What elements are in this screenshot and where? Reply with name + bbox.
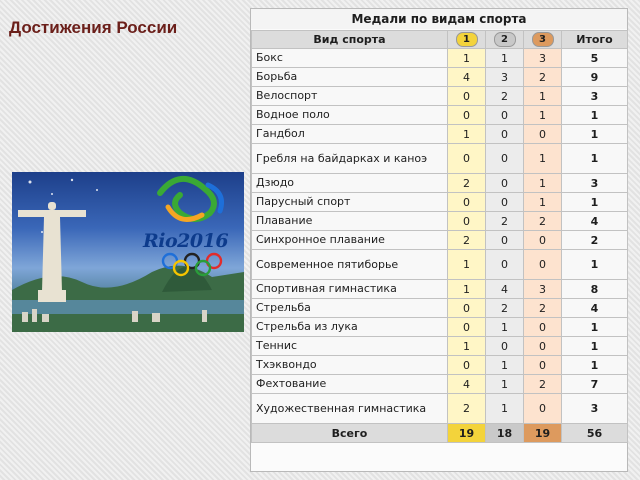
silver-cell: 0 xyxy=(486,231,524,250)
total-cell: 9 xyxy=(562,68,628,87)
total-cell: 1 xyxy=(562,356,628,375)
sport-cell: Парусный спорт xyxy=(252,193,448,212)
table-row xyxy=(252,174,628,193)
silver-cell: 4 xyxy=(486,280,524,299)
total-cell: 2 xyxy=(562,231,628,250)
bronze-cell: 1 xyxy=(524,144,562,174)
sport-cell: Теннис xyxy=(252,337,448,356)
sport-cell: Борьба xyxy=(252,68,448,87)
header-sport: Вид спорта xyxy=(252,31,448,49)
silver-cell: 0 xyxy=(486,144,524,174)
olympic-rings-icon xyxy=(160,252,224,278)
bronze-cell: 2 xyxy=(524,68,562,87)
total-cell: 4 xyxy=(562,212,628,231)
sport-cell: Стрельба из лука xyxy=(252,318,448,337)
header-total: Итого xyxy=(562,31,628,49)
bronze-cell: 0 xyxy=(524,250,562,280)
sport-cell: Гандбол xyxy=(252,125,448,144)
bronze-cell: 2 xyxy=(524,212,562,231)
gold-cell: 0 xyxy=(448,356,486,375)
header-bronze xyxy=(524,31,562,49)
bronze-cell: 0 xyxy=(524,125,562,144)
silver-cell: 1 xyxy=(486,49,524,68)
total-cell: 1 xyxy=(562,193,628,212)
silver-cell: 1 xyxy=(486,375,524,394)
total-cell: 7 xyxy=(562,375,628,394)
bronze-cell: 2 xyxy=(524,375,562,394)
table-row xyxy=(252,193,628,212)
gold-cell: 1 xyxy=(448,49,486,68)
medals-by-sport-table xyxy=(250,8,628,472)
table-row xyxy=(252,356,628,375)
silver-cell: 1 xyxy=(486,318,524,337)
table-row xyxy=(252,212,628,231)
gold-cell: 1 xyxy=(448,250,486,280)
table-row xyxy=(252,106,628,125)
table-row xyxy=(252,394,628,424)
bronze-cell: 1 xyxy=(524,193,562,212)
gold-cell: 2 xyxy=(448,174,486,193)
total-cell: 3 xyxy=(562,87,628,106)
total-cell: 1 xyxy=(562,337,628,356)
total-cell: 1 xyxy=(562,106,628,125)
table-row xyxy=(252,87,628,106)
gold-cell: 4 xyxy=(448,375,486,394)
sport-cell: Плавание xyxy=(252,212,448,231)
total-cell: 3 xyxy=(562,174,628,193)
total-cell: 1 xyxy=(562,144,628,174)
table-row xyxy=(252,337,628,356)
bronze-cell: 1 xyxy=(524,106,562,125)
table-row xyxy=(252,231,628,250)
bronze-cell: 0 xyxy=(524,231,562,250)
totals-row xyxy=(252,424,628,443)
sport-cell: Водное поло xyxy=(252,106,448,125)
silver-cell: 2 xyxy=(486,212,524,231)
gold-cell: 4 xyxy=(448,68,486,87)
sport-cell: Синхронное плавание xyxy=(252,231,448,250)
table-row xyxy=(252,49,628,68)
table-row xyxy=(252,299,628,318)
total-cell: 1 xyxy=(562,125,628,144)
gold-cell: 1 xyxy=(448,280,486,299)
sport-cell: Спортивная гимнастика xyxy=(252,280,448,299)
gold-cell: 0 xyxy=(448,299,486,318)
total-cell: 4 xyxy=(562,299,628,318)
table-row xyxy=(252,280,628,299)
header-gold xyxy=(448,31,486,49)
gold-cell: 0 xyxy=(448,87,486,106)
sport-cell: Художественная гимнастика xyxy=(252,394,448,424)
totals-label: Всего xyxy=(252,424,448,443)
silver-cell: 3 xyxy=(486,68,524,87)
gold-cell: 1 xyxy=(448,337,486,356)
table-row xyxy=(252,68,628,87)
silver-medal-badge: 2 xyxy=(494,32,516,47)
silver-cell: 1 xyxy=(486,356,524,375)
sport-cell: Гребля на байдарках и каноэ xyxy=(252,144,448,174)
bronze-cell: 0 xyxy=(524,337,562,356)
totals-gold: 19 xyxy=(448,424,486,443)
total-cell: 1 xyxy=(562,318,628,337)
gold-cell: 0 xyxy=(448,212,486,231)
medals-grid xyxy=(251,30,628,443)
bronze-cell: 0 xyxy=(524,318,562,337)
header-row xyxy=(252,31,628,49)
silver-cell: 0 xyxy=(486,174,524,193)
gold-cell: 1 xyxy=(448,125,486,144)
total-cell: 1 xyxy=(562,250,628,280)
sport-cell: Фехтование xyxy=(252,375,448,394)
silver-cell: 2 xyxy=(486,299,524,318)
gold-cell: 2 xyxy=(448,231,486,250)
gold-cell: 0 xyxy=(448,318,486,337)
sport-cell: Стрельба xyxy=(252,299,448,318)
bronze-cell: 1 xyxy=(524,174,562,193)
silver-cell: 1 xyxy=(486,394,524,424)
gold-cell: 0 xyxy=(448,144,486,174)
silver-cell: 0 xyxy=(486,337,524,356)
sport-cell: Тхэквондо xyxy=(252,356,448,375)
silver-cell: 0 xyxy=(486,250,524,280)
gold-cell: 0 xyxy=(448,106,486,125)
rio2016-emblem-icon xyxy=(150,173,232,229)
sport-cell: Дзюдо xyxy=(252,174,448,193)
totals-silver: 18 xyxy=(486,424,524,443)
bronze-cell: 3 xyxy=(524,280,562,299)
total-cell: 3 xyxy=(562,394,628,424)
table-row xyxy=(252,375,628,394)
table-row xyxy=(252,250,628,280)
slide-title: Достижения России xyxy=(9,18,178,37)
gold-medal-badge: 1 xyxy=(456,32,478,47)
silver-cell: 0 xyxy=(486,106,524,125)
gold-cell: 0 xyxy=(448,193,486,212)
totals-bronze: 19 xyxy=(524,424,562,443)
bronze-medal-badge: 3 xyxy=(532,32,554,47)
bronze-cell: 1 xyxy=(524,87,562,106)
bronze-cell: 0 xyxy=(524,356,562,375)
header-silver xyxy=(486,31,524,49)
silver-cell: 0 xyxy=(486,125,524,144)
total-cell: 8 xyxy=(562,280,628,299)
bronze-cell: 2 xyxy=(524,299,562,318)
totals-total: 56 xyxy=(562,424,628,443)
sport-cell: Бокс xyxy=(252,49,448,68)
sport-cell: Современное пятиборье xyxy=(252,250,448,280)
table-row xyxy=(252,144,628,174)
total-cell: 5 xyxy=(562,49,628,68)
table-row xyxy=(252,318,628,337)
table-row xyxy=(252,125,628,144)
table-caption: Медали по видам спорта xyxy=(251,9,627,29)
gold-cell: 2 xyxy=(448,394,486,424)
bronze-cell: 0 xyxy=(524,394,562,424)
rio2016-logo-text: Rio2016 xyxy=(143,230,229,252)
bronze-cell: 3 xyxy=(524,49,562,68)
sport-cell: Велоспорт xyxy=(252,87,448,106)
silver-cell: 2 xyxy=(486,87,524,106)
silver-cell: 0 xyxy=(486,193,524,212)
